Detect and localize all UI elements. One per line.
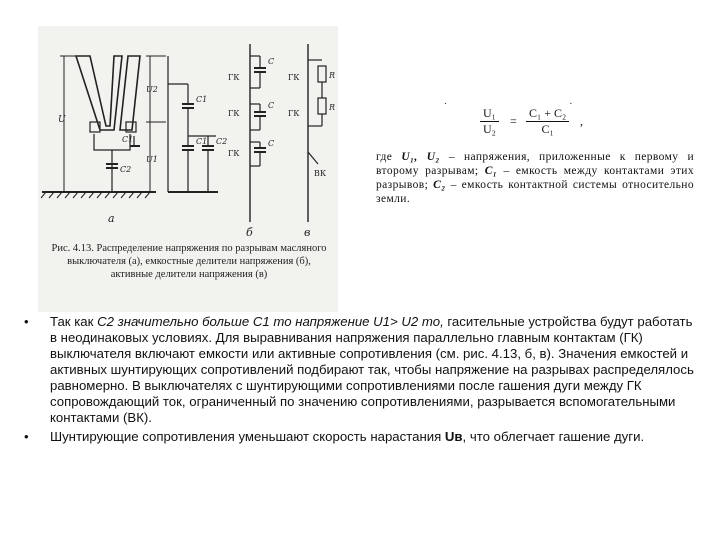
voltage-ratio-formula [480, 106, 690, 136]
bullet-2-text: , что облегчает гашение дуги. [462, 429, 645, 444]
label-c2-a: C2 [120, 165, 132, 174]
label-u1-b: U1 [146, 155, 158, 164]
bullet-2-bold: Uв [444, 429, 463, 444]
figure-scan [38, 26, 338, 312]
rhs-denominator: C₁ [541, 122, 554, 136]
formula-comma: , [580, 114, 583, 128]
gk-resistor-panel [308, 44, 326, 222]
where-var-c1: C₁ [484, 165, 498, 177]
label-c2-b: C2 [216, 137, 228, 146]
equals-sign: = [510, 114, 517, 128]
bullet-marker: • [24, 314, 29, 329]
panel-label-a: а [108, 212, 115, 225]
label-r-1: R [329, 71, 336, 80]
where-var-c2: C₂ [433, 179, 446, 191]
label-c1-b: C1 [196, 95, 208, 104]
label-c-b2: C [268, 101, 275, 110]
bullet-item-1 [24, 314, 696, 426]
label-c-b1: C [268, 57, 275, 66]
panel-label-v: в [304, 226, 311, 239]
label-r-2: R [329, 103, 336, 112]
ground-hatch-a [41, 192, 156, 198]
rhs-numerator: C₁ + C₂ [526, 106, 569, 122]
lhs-numerator: U₁ [480, 106, 499, 122]
label-gk-b1: ГК [228, 73, 240, 82]
label-vk: ВК [314, 169, 327, 178]
bullet-item-2 [24, 429, 696, 445]
where-text-3: – емкость контактной системы относительно земли. [376, 179, 694, 205]
bullet-2-lead: Шунтирующие сопротивления уменьшают скорость нарастания [50, 429, 445, 444]
figure-caption: Рис. 4.13. Распределение напряжения по разрывам масляного выключателя (а), емкостные делители напряжения (б), активные делители напряжения (в) [51, 243, 327, 280]
where-text-1: – напряжения, приложенные к первому и второму разрывам; [376, 151, 694, 177]
label-u-a: U [58, 115, 66, 125]
label-c-b3: C [268, 139, 275, 148]
gk-capacitor-panel [250, 44, 266, 222]
formula-explanation [376, 150, 694, 206]
label-gk-v2: ГК [288, 109, 300, 118]
lhs-fraction [480, 106, 499, 137]
panel-label-b: б [246, 226, 253, 239]
label-gk-v1: ГК [288, 73, 300, 82]
formula-dots: . . [444, 96, 633, 107]
label-c1-a: C1 [122, 135, 134, 144]
bullet-list [24, 314, 696, 448]
label-c1-b2: C1 [196, 137, 208, 146]
where-lead: где [376, 151, 393, 163]
bullet-1-lead: Так как [50, 314, 98, 329]
label-gk-b2: ГК [228, 109, 240, 118]
label-u2-b: U2 [146, 85, 158, 94]
bullet-1-text: гасительные устройства будут работать в неодинаковых условиях. Для выравнивания напряжения параллельно главным контактам (ГК) выключателя включают емкости или активные сопротивления (см. рис. 4.13, б, в). Значения емкостей и активных шунтирующих сопротивлений подбирают так, чтобы напряжение на разрывах распределялось равномерно. В выключателях с шунтирующими сопротивлениями после гашения дуги между ГК сопровождающий ток, ограниченный по значению сопротивлениями, разрывается вспомогательными контактами (ВК). [50, 314, 694, 425]
where-vars-u: U₁, U₂ [401, 151, 440, 163]
lhs-denominator: U₂ [483, 122, 496, 136]
rhs-fraction [526, 106, 569, 137]
where-text-2: – емкость между контактами этих разрывов; [376, 165, 694, 191]
bullet-marker: • [24, 429, 29, 444]
bullet-1-italic: C2 значительно больше C1 то напряжение U1> U2 то, [97, 314, 444, 329]
capacitive-divider-b [146, 56, 218, 192]
label-gk-b3: ГК [228, 149, 240, 158]
